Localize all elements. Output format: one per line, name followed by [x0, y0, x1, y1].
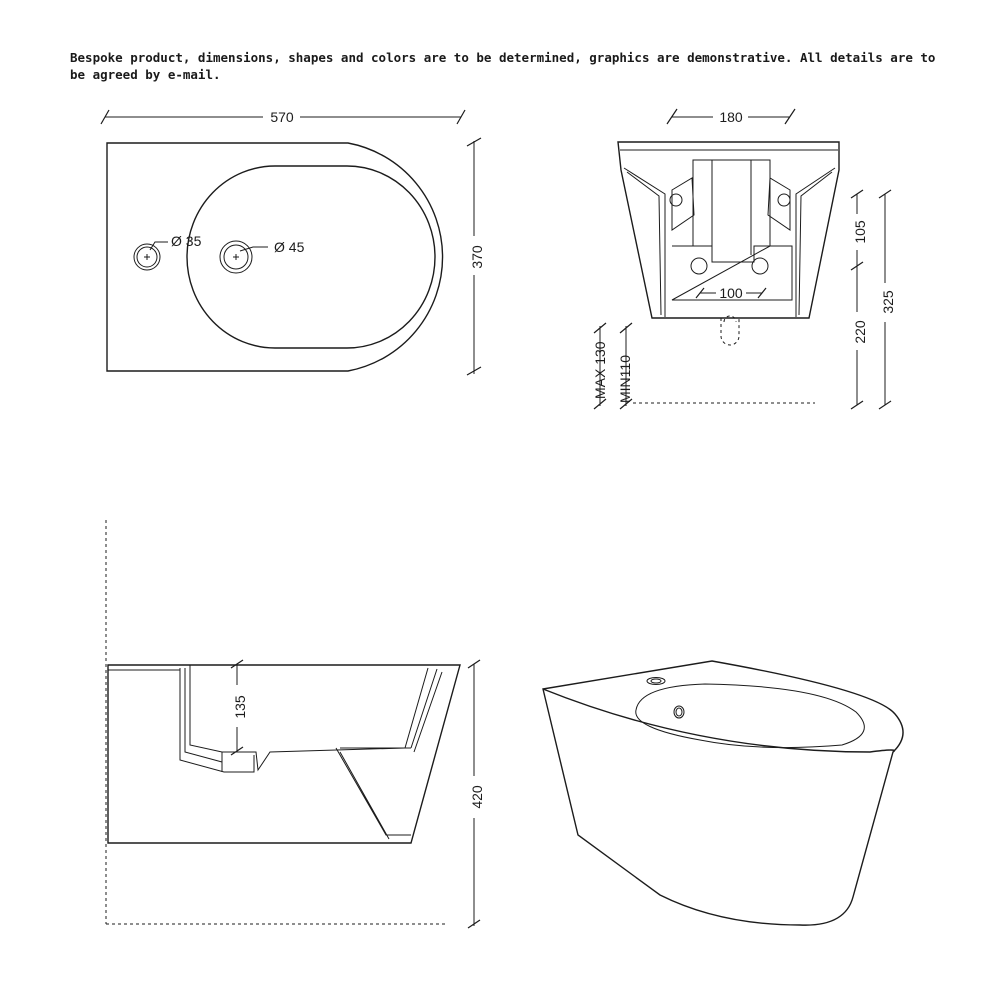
hole-large-label: Ø 45 — [274, 239, 305, 255]
height-325-label: 325 — [880, 290, 896, 314]
perspective-bowl — [636, 684, 865, 748]
height-220-label: 220 — [852, 320, 868, 344]
dim-325 — [879, 190, 896, 409]
dim-bowl-135 — [231, 660, 248, 755]
fixing-hole-right — [752, 258, 768, 274]
tap-hole-large — [220, 241, 252, 273]
bowl-depth-label: 135 — [232, 695, 248, 719]
height-420-label: 420 — [469, 785, 485, 809]
width-label: 570 — [270, 109, 294, 125]
fixing-spacing-label: 100 — [719, 285, 743, 301]
perspective-body — [543, 661, 903, 925]
rear-width-label: 180 — [719, 109, 743, 125]
max-label: MAX 130 — [592, 341, 608, 399]
offset-105-label: 105 — [852, 220, 868, 244]
side-view-outline — [108, 665, 460, 843]
dim-105 — [851, 190, 868, 270]
top-view — [101, 109, 485, 375]
dim-max-min — [592, 323, 815, 409]
min-label: MIN110 — [617, 355, 633, 403]
dim-depth-370 — [467, 138, 485, 375]
waste-pipe-outline — [721, 316, 739, 345]
side-view — [106, 520, 485, 928]
hole-small-label: Ø 35 — [171, 233, 202, 249]
dim-width-570 — [101, 109, 465, 125]
tap-hole-small — [134, 244, 160, 270]
dim-fixing-100 — [696, 285, 766, 301]
perspective-view — [543, 661, 903, 925]
dim-width-180 — [667, 109, 795, 125]
fixing-hole-left — [691, 258, 707, 274]
rear-inlet-block — [693, 160, 770, 262]
disclaimer-note: Bespoke product, dimensions, shapes and colors are to be determined, graphics are demonstrative. All details are to be agreed by e-mail. — [70, 50, 936, 82]
side-bowl-inner — [190, 665, 428, 770]
dim-height-420 — [468, 660, 485, 928]
depth-label: 370 — [469, 245, 485, 269]
dim-220 — [851, 268, 868, 409]
rear-view — [592, 109, 896, 409]
